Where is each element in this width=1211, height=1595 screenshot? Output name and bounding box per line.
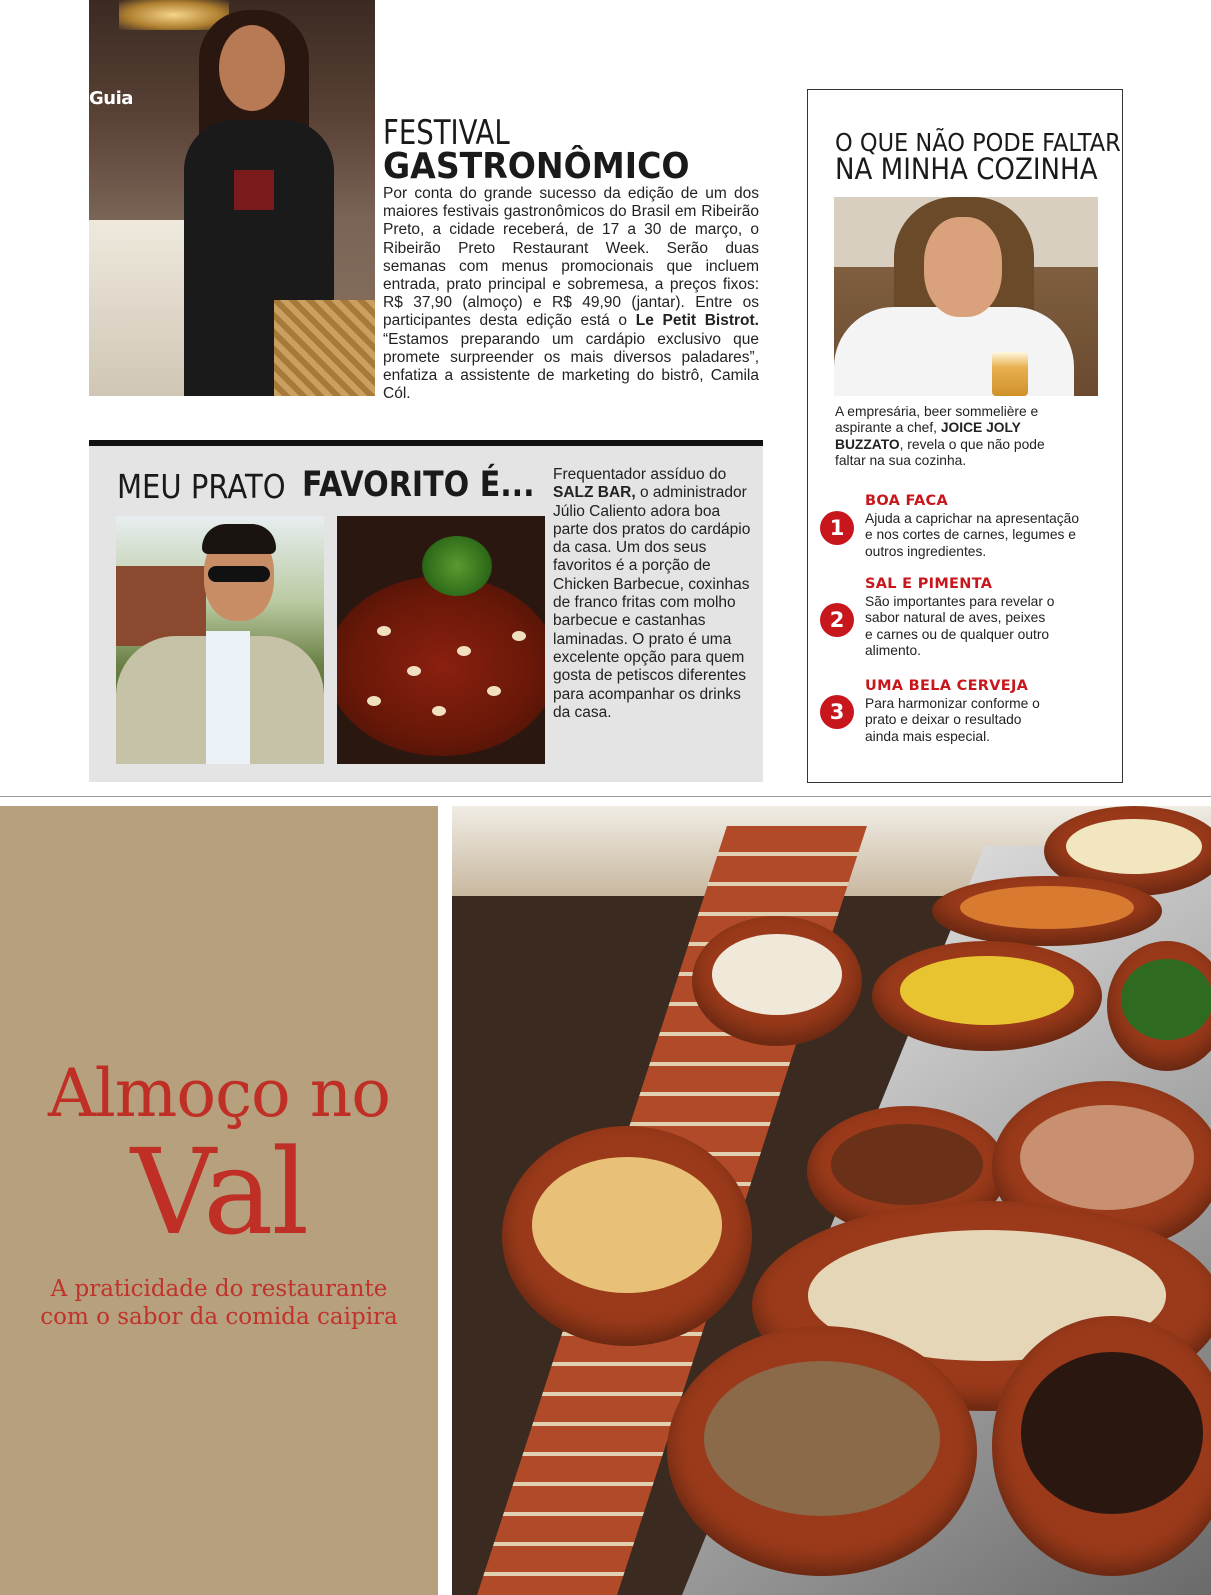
- panel-gutter: [438, 806, 452, 1595]
- joice-photo: [834, 197, 1098, 396]
- festival-title-line1: FESTIVAL: [383, 113, 510, 153]
- festival-title-line2: GASTRONÔMICO: [383, 146, 690, 187]
- favorite-body-part2: o administrador Júlio Caliento adora boa parte dos pratos do cardápio da casa. Um dos seus favoritos é a porção de Chicken Barbecue, coxinhas de franco fritas com molho barbecue e castanhas laminadas. O prato é uma excelente opção para quem gosta de petiscos diferentes para acompanhar os drinks da casa.: [553, 484, 751, 721]
- favorite-title-bold: FAVORITO É...: [302, 465, 535, 505]
- favorite-title-light: MEU PRATO: [117, 467, 286, 506]
- tip-title-3: UMA BELA CERVEJA: [865, 678, 1029, 694]
- sidebar-title-line1: O QUE NÃO PODE FALTAR: [835, 128, 1121, 157]
- festival-body-part1: Por conta do grande sucesso da edição de um dos maiores festivais gastronômicos do Brasil em Ribeirão Preto, a cidade receberá, de 17 a 30 de março, o Ribeirão Preto Restaurant Week. Serão duas semanas com menus promocionais que incluem entrada, prato principal e sobremesa, a preços fixos: R$ 37,90 (almoço) e R$ 49,90 (jantar). Entre os participantes desta edição está o: [383, 185, 759, 330]
- almoco-subtitle-line2: com o sabor da comida caipira: [40, 1304, 398, 1330]
- buffet-photo: [452, 806, 1211, 1595]
- tip-text-1: Ajuda a caprichar na apresentação e nos cortes de carnes, legumes e outros ingredientes.: [865, 511, 1079, 559]
- sidebar-caption-bold: JOICE JOLY BUZZATO: [835, 420, 1021, 452]
- festival-body-bold: Le Petit Bistrot.: [635, 312, 759, 330]
- sidebar-caption: [835, 404, 1075, 470]
- festival-body-part2: “Estamos preparando um cardápio exclusivo que promete surpreender os mais diversos paladares”, enfatiza a assistente de marketing do bistrô, Camila Cól.: [383, 330, 759, 403]
- favorite-body-bold: SALZ BAR,: [553, 484, 636, 502]
- favorite-body: [553, 466, 756, 722]
- tip-title-1: BOA FACA: [865, 493, 948, 509]
- section-divider: [0, 796, 1211, 797]
- tip-number-1: 1: [820, 511, 854, 545]
- chicken-barbecue-photo: [337, 516, 545, 764]
- tip-title-2: SAL E PIMENTA: [865, 576, 993, 592]
- tip-number-2: 2: [820, 603, 854, 637]
- section-tag: Guia: [89, 88, 133, 109]
- favorite-body-part1: Frequentador assíduo do: [553, 466, 727, 483]
- sidebar-caption-part2: , revela o que não pode faltar na sua cozinha.: [835, 436, 1045, 469]
- almoco-title-line1: Almoço no: [47, 1055, 390, 1132]
- almoco-title-line2: Val: [130, 1123, 308, 1261]
- tip-text-2: São importantes para revelar o sabor natural de aves, peixes e carnes ou de qualquer outro alimento.: [865, 594, 1055, 658]
- almoco-subtitle: [0, 1275, 438, 1331]
- tip-number-3: 3: [820, 695, 854, 729]
- tip-text-3: Para harmonizar conforme o prato e deixar o resultado ainda mais especial.: [865, 696, 1040, 744]
- almoco-subtitle-line1: A praticidade do restaurante: [50, 1276, 388, 1302]
- festival-body: [383, 185, 759, 403]
- sidebar-title-line2: NA MINHA COZINHA: [835, 152, 1098, 186]
- julio-photo: [116, 516, 324, 764]
- festival-photo: [89, 0, 375, 396]
- sidebar-caption-part1: A empresária, beer sommelière e aspirante a chef,: [835, 404, 1039, 436]
